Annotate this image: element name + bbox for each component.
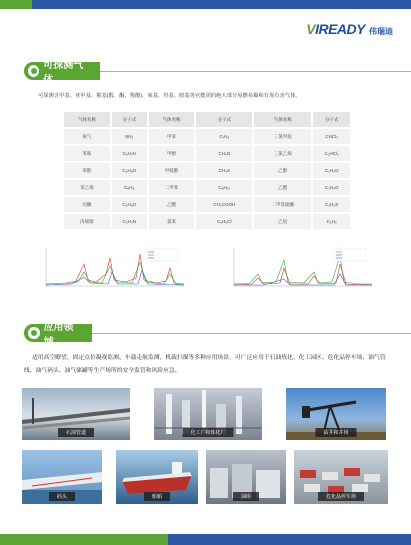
table-cell: 苯乙烯 (64, 180, 110, 195)
spectrum-chart-right (224, 244, 376, 292)
table-cell: C₈H₁₀ (196, 180, 252, 195)
photo-oil-pipeline (22, 388, 130, 440)
bottom-bar-blue (168, 534, 411, 545)
gas-intro-text: 可探测含甲基、亚甲基、羰基(醛、酮、羧酸)、氧基、羟基、胺基等官能团的绝大部分易燃易爆和有毒有害气体。 (38, 93, 301, 99)
table-cell: 乙烷 (254, 214, 311, 229)
table-row (64, 197, 350, 212)
table-cell: 氯苯 (149, 214, 195, 229)
section-header-detectable-gases (24, 60, 411, 86)
table-cell: C₂H₆S (313, 197, 350, 212)
spectrum-chart-left-svg (36, 244, 188, 292)
photo-caption: 船舶 (144, 492, 170, 501)
top-bar-green (0, 0, 32, 9)
spectrum-charts (36, 244, 376, 292)
table-cell: NH₃ (112, 129, 147, 144)
photo-caption: 钻井和井场 (315, 428, 356, 437)
table-cell: CHCl₃ (313, 129, 350, 144)
table-row (64, 129, 350, 144)
table-cell: C₆H₅Cl (196, 214, 252, 229)
photo-caption: 码头 (49, 492, 75, 501)
photo-ship (116, 450, 198, 504)
table-cell: 二甲苯 (149, 180, 195, 195)
table-header-cell: 气体名称 (149, 112, 195, 127)
table-header-cell: 分子式 (196, 112, 252, 127)
table-cell: 苯胺 (64, 146, 110, 161)
table-cell: CH₃COOH (196, 197, 252, 212)
table-cell: C₆H₆O (112, 163, 147, 178)
table-cell: 氨气 (64, 129, 110, 144)
section-title: 可探测气体 (43, 60, 84, 86)
table-cell: 三氯乙烯 (254, 146, 311, 161)
section-badge (24, 322, 92, 348)
table-cell: C₂H₆ (313, 214, 350, 229)
photo-drilling-site (286, 388, 386, 440)
section-title: 应用领域 (43, 322, 74, 348)
table-cell: C₂HCl₃ (313, 146, 350, 161)
table-cell: 乙酸 (149, 197, 195, 212)
logo-mark: VIREADY (306, 21, 365, 37)
photo-dock (22, 450, 102, 504)
table-cell: C₂H₄O (313, 180, 350, 195)
brand-logo (306, 21, 393, 37)
table-header-cell: 分子式 (112, 112, 147, 127)
table-cell: CH₄O (196, 146, 252, 161)
section-divider (92, 333, 411, 334)
section-header-applications (24, 322, 411, 348)
table-cell: 甲苯 (149, 129, 195, 144)
table-row (64, 180, 350, 195)
table-header-cell: 气体名称 (64, 112, 110, 127)
table-cell: 乙醇 (254, 163, 311, 178)
table-cell: C₃H₆O (112, 197, 147, 212)
table-cell: 甲硫醇 (149, 163, 195, 178)
table-header-cell: 气体名称 (254, 112, 311, 127)
top-color-bar (0, 0, 411, 9)
table-header-cell: 分子式 (313, 112, 350, 127)
table-cell: C₂H₆O (313, 163, 350, 178)
photo-oil-depot (206, 450, 286, 504)
photo-caption: 石油管道 (58, 428, 94, 437)
gear-icon (28, 327, 40, 339)
applications-text: 适用高空瞭望、固定点位凝视监测、车载走航监测、机载扫描等多种应用场景，可广泛应用于石油炼化、化工园区、危化品停车场、油气管线、油气码头、油气储罐等生产场所的安全监管和风险应急。 (24, 355, 386, 374)
logo-chinese-name: 伟瑞迪 (369, 27, 393, 36)
table-cell: 乙醛 (254, 180, 311, 195)
table-cell: 苯酚 (64, 163, 110, 178)
photo-caption: 危化品停车场 (318, 492, 364, 501)
photo-caption: 化工厂和炼化厂 (182, 428, 233, 437)
photo-chemical-plant (154, 388, 262, 440)
table-cell: C₃H₃N (112, 214, 147, 229)
spectrum-chart-right-svg (224, 244, 376, 292)
table-cell: 三氯甲烷 (254, 129, 311, 144)
table-cell: C₇H₈ (196, 129, 252, 144)
table-cell: C₆H₇N (112, 146, 147, 161)
bottom-color-bar (0, 534, 411, 545)
table-cell: 甲醇 (149, 146, 195, 161)
flower-icon (28, 65, 39, 77)
table-cell: 二甲基硫醚 (254, 197, 311, 212)
photo-hazmat-parking (294, 450, 388, 504)
table-cell: 丙烯腈 (64, 214, 110, 229)
table-cell: 丙酮 (64, 197, 110, 212)
photo-caption: 油库 (233, 492, 259, 501)
table-row (64, 146, 350, 161)
section-badge (24, 60, 100, 86)
section-divider (100, 71, 411, 72)
table-cell: C₈H₈ (112, 180, 147, 195)
table-row (64, 214, 350, 229)
table-row (64, 163, 350, 178)
gas-table (62, 110, 352, 231)
bottom-bar-green (0, 534, 168, 545)
spectrum-chart-left (36, 244, 188, 292)
table-header-row (64, 112, 350, 127)
table-cell: CH₄S (196, 163, 252, 178)
top-bar-blue (32, 0, 411, 9)
